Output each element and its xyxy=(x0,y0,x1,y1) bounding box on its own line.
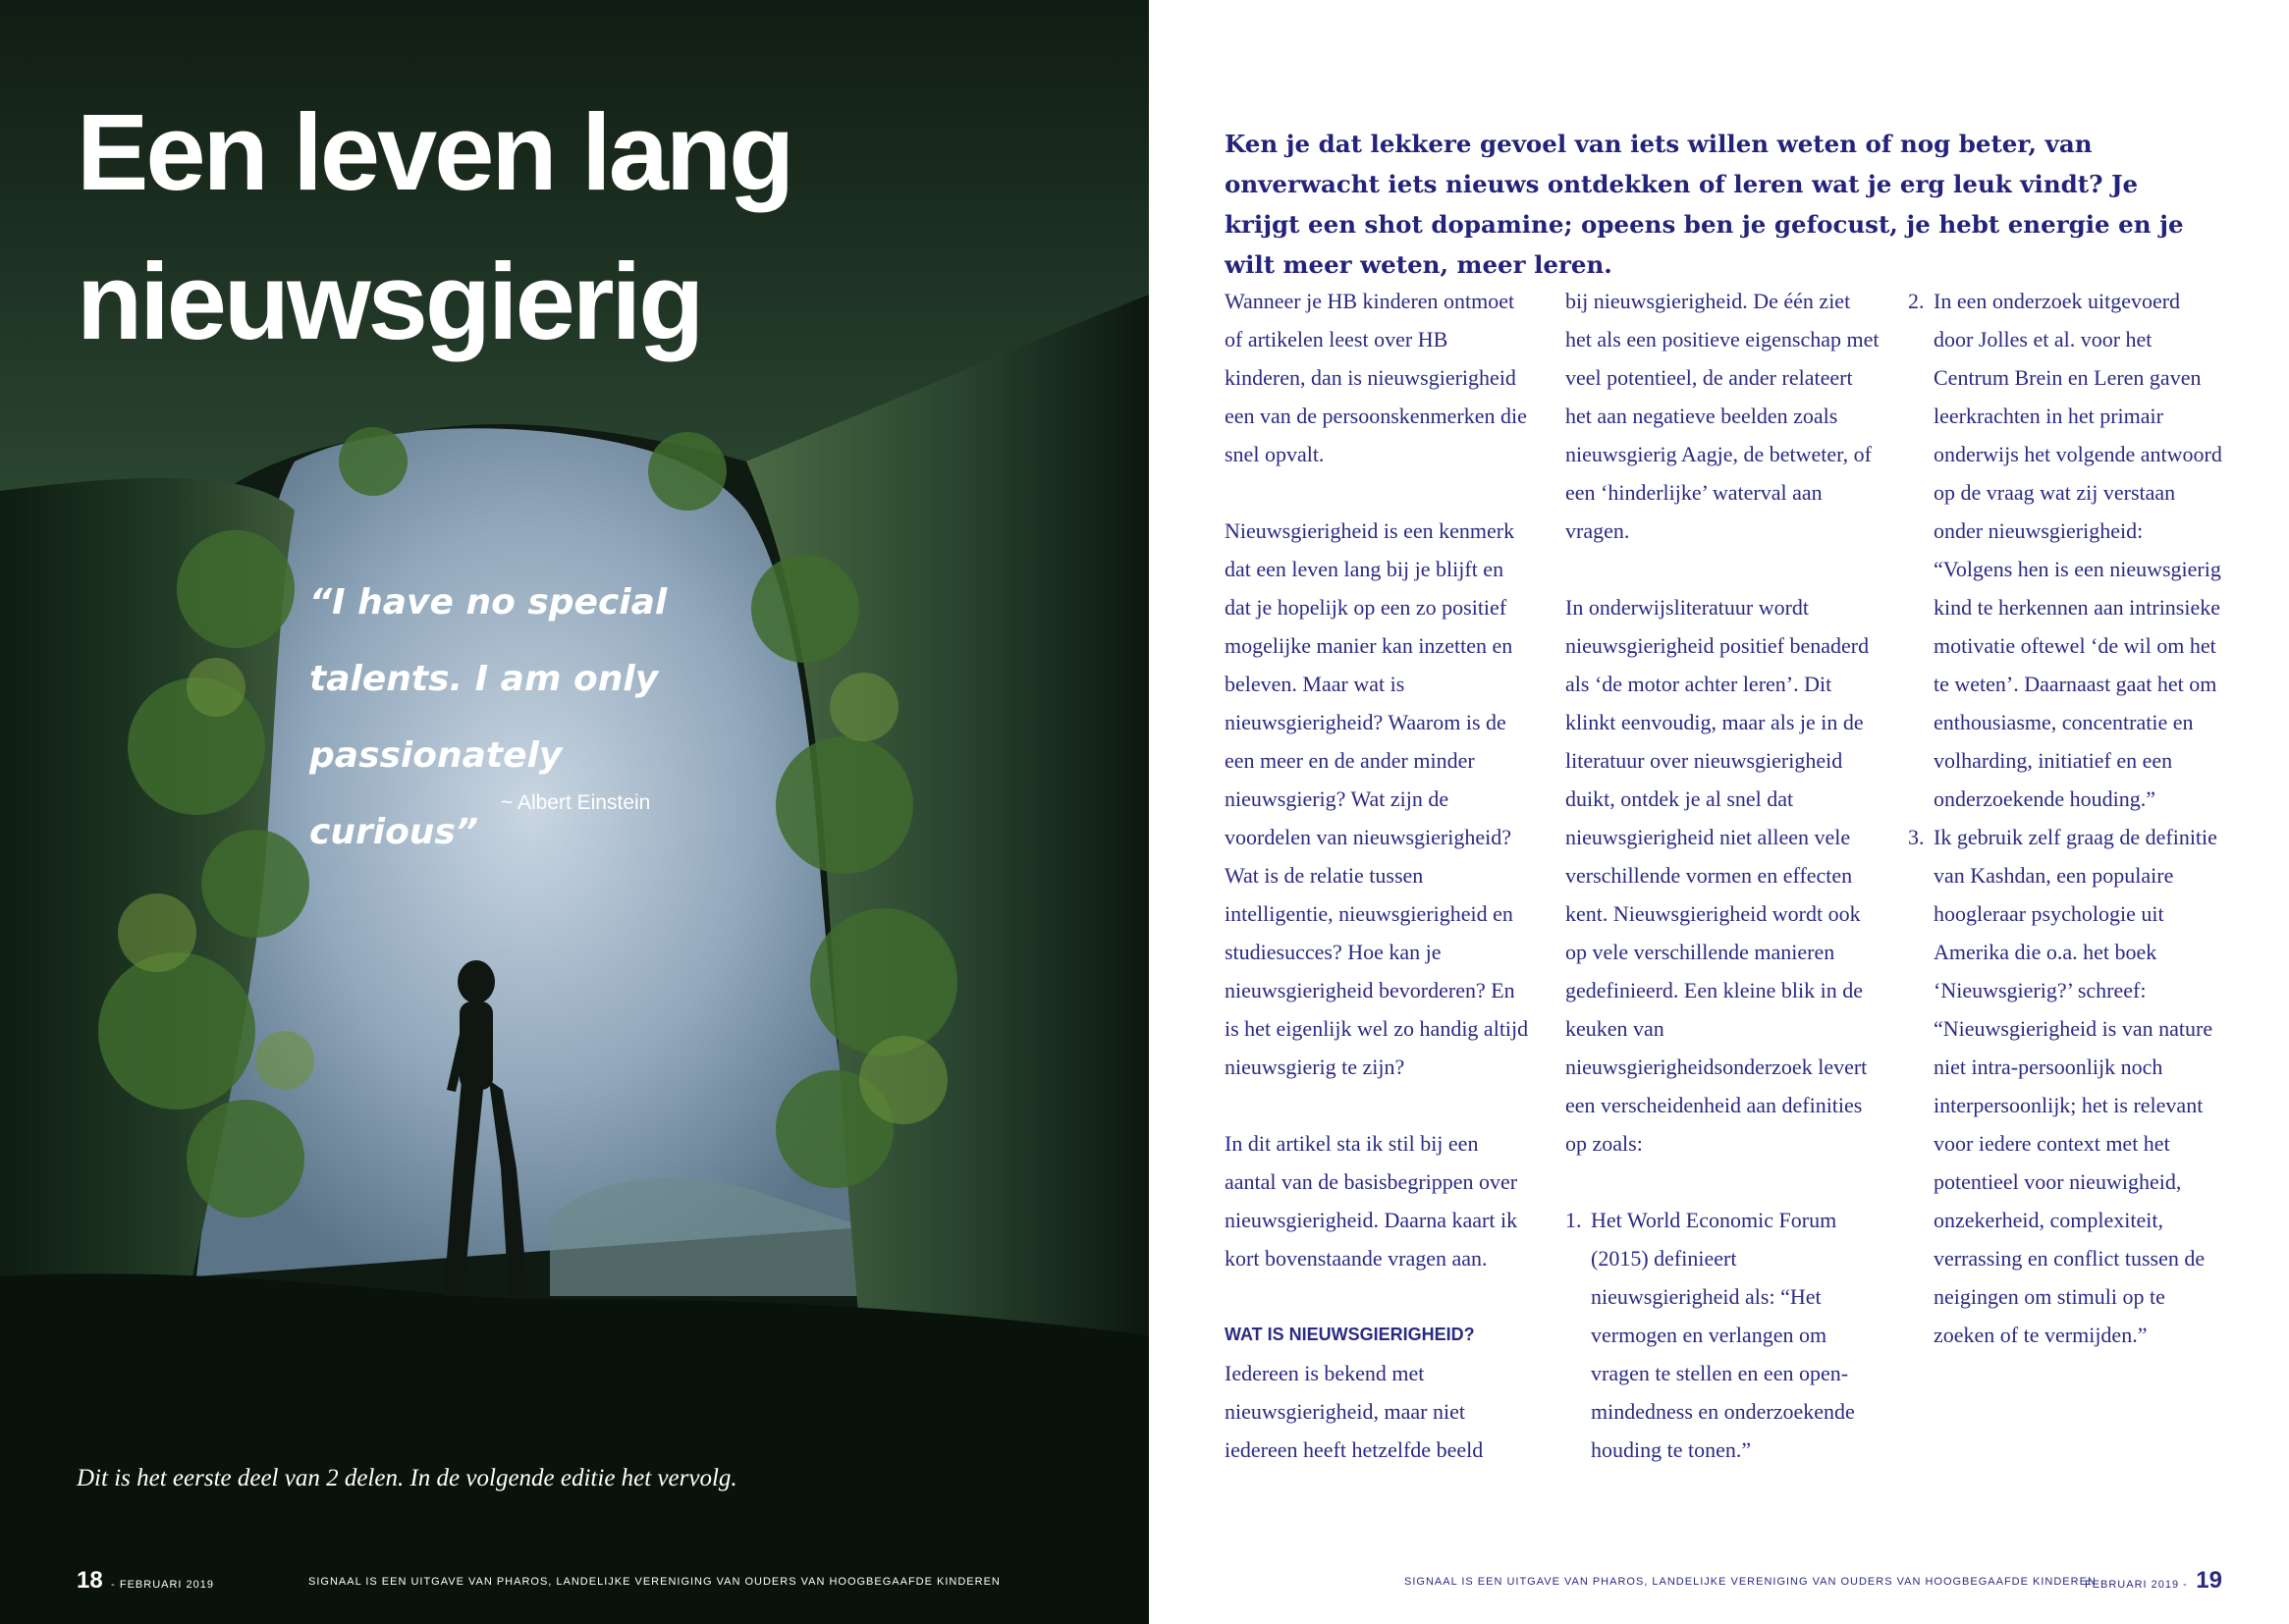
col1-paragraph-3: In dit artikel sta ik stil bij een aantal van de basisbegrippen over nieuwsgierigheid. Daarna kaart ik kort bovenstaande vragen aan. xyxy=(1225,1131,1518,1271)
intro-paragraph: Ken je dat lekkere gevoel van iets willen weten of nog beter, van onverwacht iets nieuws ontdekken of leren wat je erg leuk vindt? Je krijgt een shot dopamine; opeens ben je gefocust, je hebt energie en je wilt meer weten, meer leren. xyxy=(1225,130,2184,279)
page-number-right: 19 xyxy=(2196,1567,2222,1594)
right-page xyxy=(1149,0,2289,1624)
col1-paragraph-2: Nieuwsgierigheid is een kenmerk dat een leven lang bij je blijft en dat je hopelijk op een zo positief mogelijke manier kan inzetten en beleven. Maar wat is nieuwsgierigheid? Waarom is de een meer en de ander minder nieuwsgierig? Wat zijn de voordelen van nieuwsgierigheid? Wat is de relatie tussen intelligentie, nieuwsgierigheid en studiesucces? Hoe kan je nieuwsgierigheid bevorderen? En is het eigenlijk wel zo handig altijd nieuwsgierig te zijn? xyxy=(1225,518,1529,1079)
list-number-2: 2. xyxy=(1908,289,1925,313)
list-item-2 xyxy=(1908,282,2222,818)
quote-author: ~ Albert Einstein xyxy=(501,791,651,814)
list-text-3: Ik gebruik zelf graag de definitie van Kashdan, een populaire hoogleraar psychologie uit Amerika die o.a. het boek ‘Nieuwsgierig?’ schreef: “Nieuwsgierigheid is van nature niet intra-persoonlijk noch interpersoonlijk; het is relevant voor iedere context met het potentieel voor nieuwigheid, onzekerheid, complexiteit, verrassing en conflict tussen de neigingen om stimuli op te zoeken of te vermijden.” xyxy=(1934,825,2217,1347)
list-number-3: 3. xyxy=(1908,825,1925,849)
col1-paragraph-4: Iedereen is bekend met nieuwsgierigheid, maar niet iedereen heeft hetzelfde beeld xyxy=(1225,1361,1484,1462)
footer-publisher-left: SIGNAAL IS EEN UITGAVE VAN PHAROS, LANDELIJKE VERENIGING VAN OUDERS VAN HOOGBEGAAFDE KINDEREN xyxy=(308,1576,1001,1588)
subheading: WAT IS NIEUWSGIERIGHEID? xyxy=(1225,1325,1475,1344)
col2-paragraph-2: In onderwijsliteratuur wordt nieuwsgierigheid positief benaderd als ‘de motor achter leren’. Dit klinkt eenvoudig, maar als je in de literatuur over nieuwsgierigheid duikt, ontdek je al snel dat nieuwsgierigheid niet alleen vele verschillende vormen en effecten kent. Nieuwsgierigheid wordt ook op vele verschillende manieren gedefinieerd. Een kleine blik in de keuken van nieuwsgierigheidsonderzoek levert een verscheidenheid aan definities op zoals: xyxy=(1565,595,1870,1156)
footer-publisher-right: SIGNAAL IS EEN UITGAVE VAN PHAROS, LANDELIJKE VERENIGING VAN OUDERS VAN HOOGBEGAAFDE KINDEREN xyxy=(1404,1576,2097,1588)
text-column-3 xyxy=(1908,282,2222,1354)
quote-line-2: talents. I am only xyxy=(309,659,659,699)
page-number-left: 18 xyxy=(77,1567,103,1594)
list-text-1: Het World Economic Forum (2015) definieert nieuwsgierigheid als: “Het vermogen en verlangen om vragen te stellen en een open-mindedness en onderzoekende houding te tonen.” xyxy=(1591,1208,1855,1462)
list-item-3 xyxy=(1908,818,2222,1354)
footer-date-right: FEBRUARI 2019 - xyxy=(2084,1579,2188,1591)
list-text-2: In een onderzoek uitgevoerd door Jolles et al. voor het Centrum Brein en Leren gaven leerkrachten in het primair onderwijs het volgende antwoord op de vraag wat zij verstaan onder nieuwsgierigheid: “Volgens hen is een nieuwsgierig kind te herkennen aan intrinsieke motivatie oftewel ‘de wil om het te weten’. Daarnaast gaat het om enthousiasme, concentratie en volharding, initiatief en een onderzoekende houding.” xyxy=(1934,289,2222,811)
einstein-quote xyxy=(309,565,722,871)
title-line-2: nieuwsgierig xyxy=(77,242,702,362)
series-caption: Dit is het eerste deel van 2 delen. In de volgende editie het vervolg. xyxy=(77,1465,737,1491)
list-item-1 xyxy=(1565,1201,1880,1469)
article-title xyxy=(77,79,791,377)
text-column-1 xyxy=(1225,282,1529,1469)
title-line-1: Een leven lang xyxy=(77,92,792,213)
col1-paragraph-1: Wanneer je HB kinderen ontmoet of artikelen leest over HB kinderen, dan is nieuwsgierigheid een van de persoonskenmerken die snel opvalt. xyxy=(1225,289,1527,466)
footer-date-left: - FEBRUARI 2019 xyxy=(111,1579,215,1591)
list-number-1: 1. xyxy=(1565,1208,1582,1232)
col2-paragraph-1: bij nieuwsgierigheid. De één ziet het als een positieve eigenschap met veel potentieel, de ander relateert het aan negatieve beelden zoals nieuwsgierig Aagje, de betweter, of een ‘hinderlijke’ waterval aan vragen. xyxy=(1565,289,1880,543)
left-footer xyxy=(77,1567,1001,1595)
quote-line-1: “I have no special xyxy=(309,582,668,623)
quote-line-3: passionately curious” xyxy=(309,735,563,852)
footer-right-group xyxy=(2085,1567,2222,1595)
text-column-2 xyxy=(1565,282,1880,1469)
